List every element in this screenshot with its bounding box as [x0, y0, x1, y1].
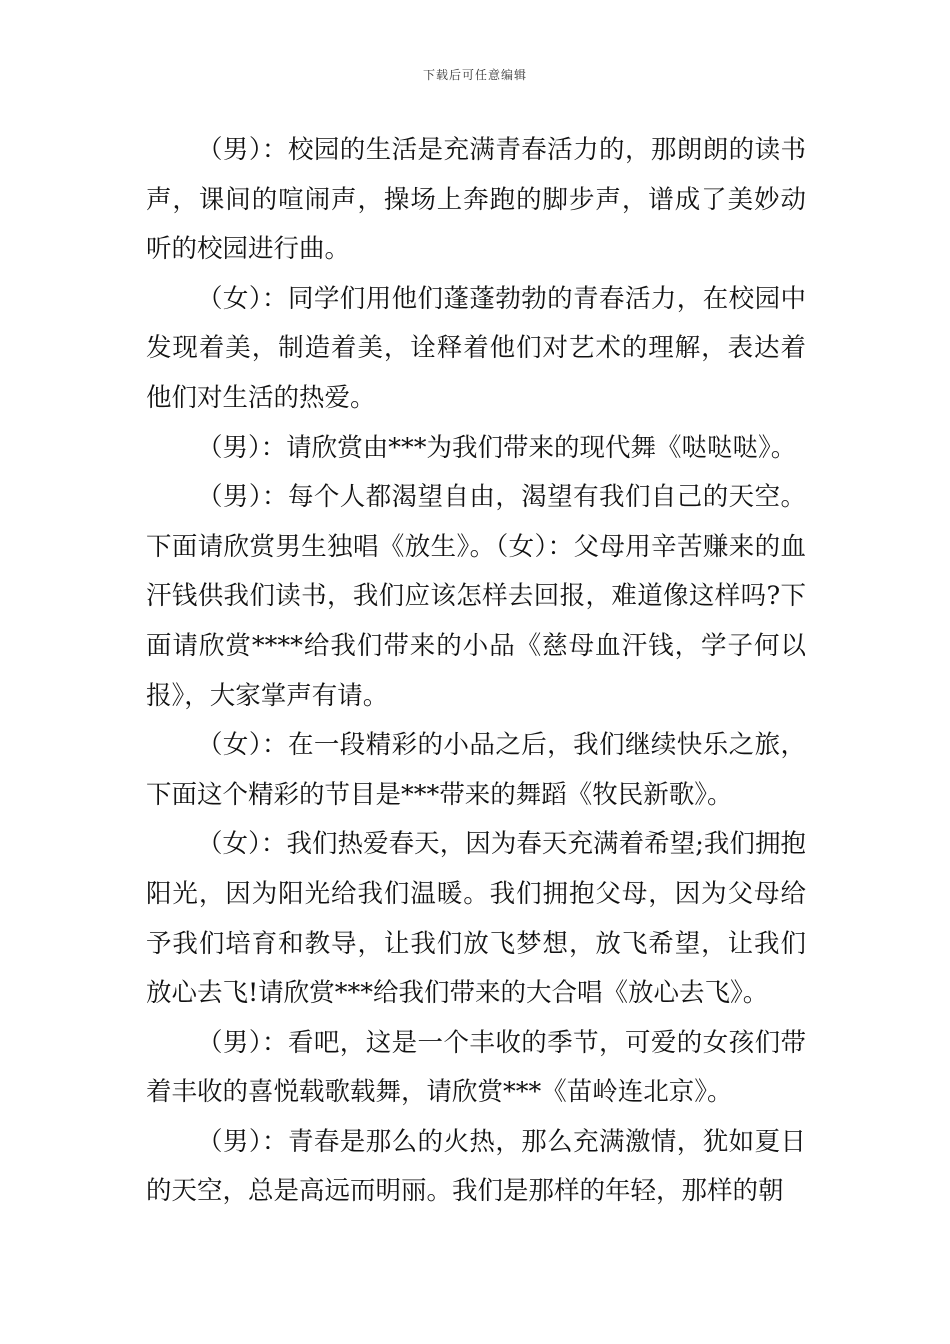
paragraph: （女）：我们热爱春天，因为春天充满着希望;我们拥抱阳光，因为阳光给我们温暖。我们拥抱父母，因为父母给予我们培育和教导，让我们放飞梦想，放飞希望，让我们放心去飞!请欣赏***给我们带来的大合唱《放心去飞》。: [146, 829, 806, 1009]
paragraph: （男）：看吧，这是一个丰收的季节，可爱的女孩们带着丰收的喜悦载歌载舞，请欣赏***《苗岭连北京》。: [146, 1027, 806, 1108]
paragraph: （男）：请欣赏由***为我们带来的现代舞《哒哒哒》。: [197, 432, 797, 463]
paragraph: （男）：每个人都渴望自由，渴望有我们自己的天空。下面请欣赏男生独唱《放生》。（女）：父母用辛苦赚来的血汗钱供我们读书，我们应该怎样去回报，难道像这样吗?下面请欣赏****给我们带来的小品《慈母血汗钱，学子何以报》，大家掌声有请。: [146, 482, 806, 711]
document-body: [146, 126, 806, 1217]
paragraph: （女）：在一段精彩的小品之后，我们继续快乐之旅，下面这个精彩的节目是***带来的舞蹈《牧民新歌》。: [146, 730, 806, 810]
page-header: 下载后可任意编辑: [422, 68, 527, 82]
paragraph: （男）：校园的生活是充满青春活力的，那朗朗的读书声，课间的喧闹声，操场上奔跑的脚步声，谱成了美妙动听的校园进行曲。: [146, 135, 806, 265]
paragraph: （女）：同学们用他们蓬蓬勃勃的青春活力，在校园中发现着美，制造着美，诠释着他们对艺术的理解，表达着他们对生活的热爱。: [146, 283, 806, 413]
paragraph: （男）：青春是那么的火热，那么充满激情，犹如夏日的天空，总是高远而明丽。我们是那样的年轻，那样的朝: [146, 1126, 806, 1207]
